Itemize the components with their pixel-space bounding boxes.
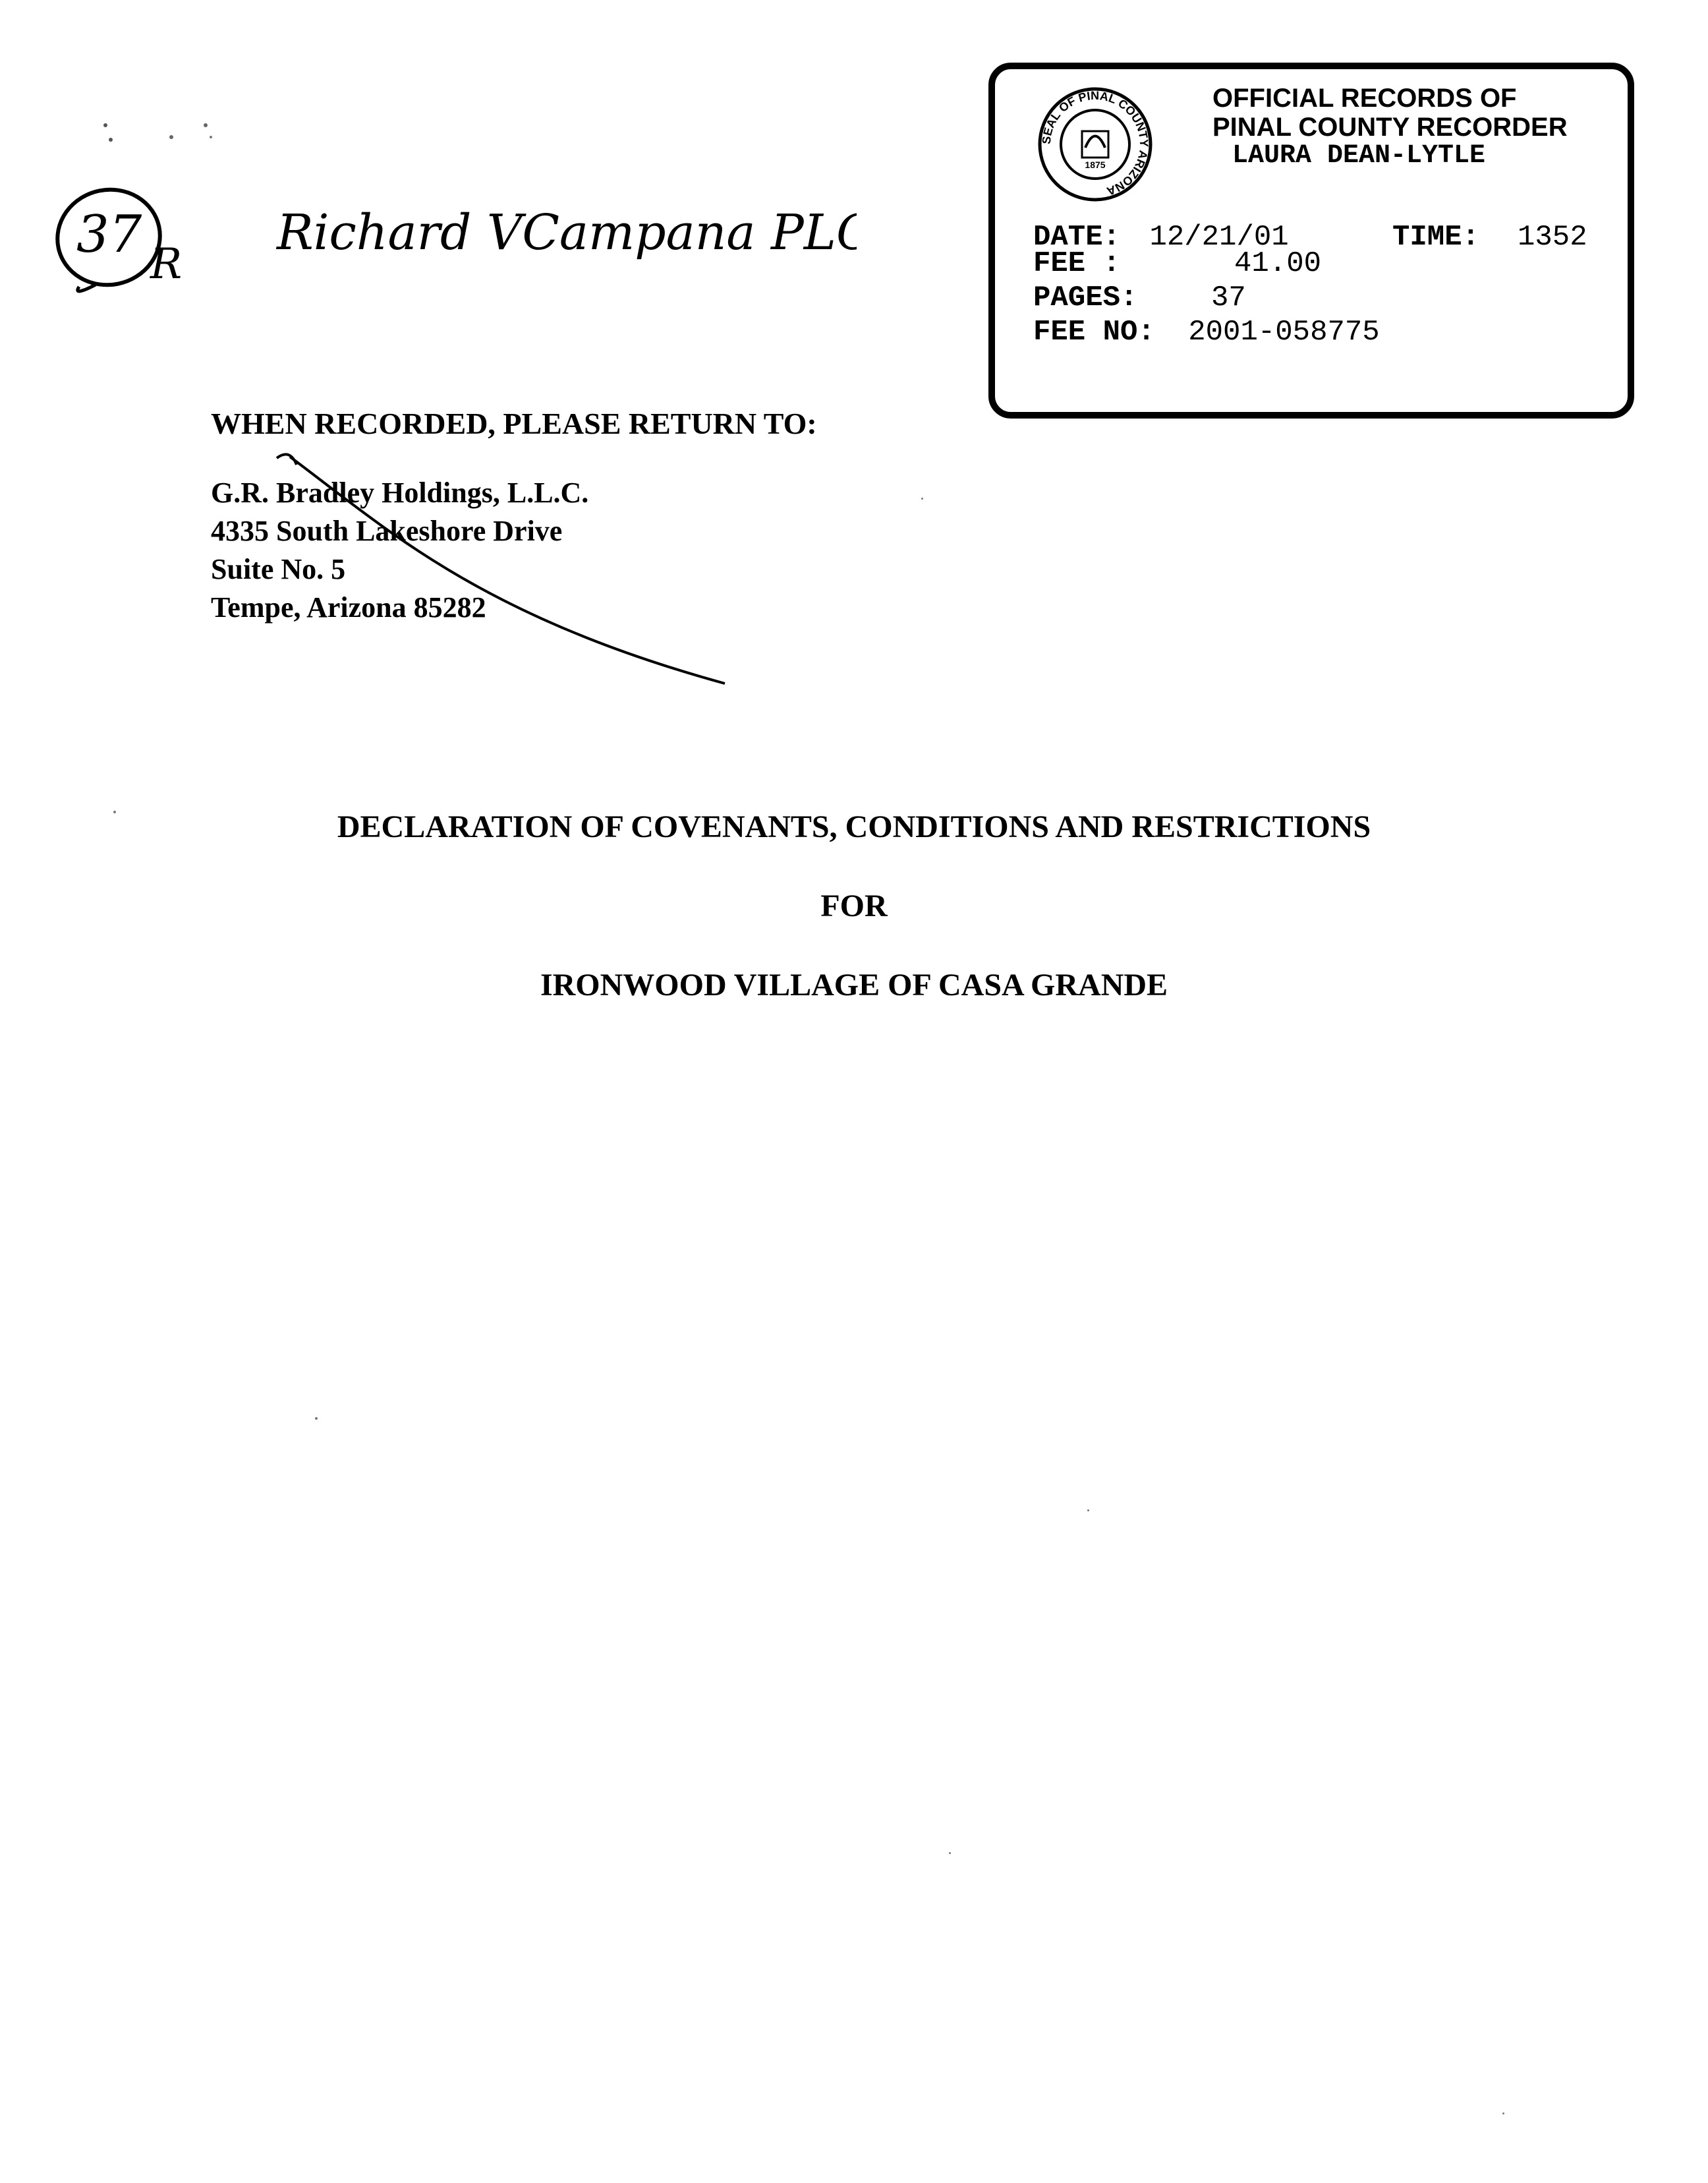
pages-label: PAGES: <box>1033 281 1138 314</box>
scan-speck <box>1087 1509 1089 1511</box>
pages-value: 37 <box>1211 281 1246 314</box>
fee-value: 41.00 <box>1234 247 1322 280</box>
seal-year: 1875 <box>1085 160 1106 170</box>
stamp-header <box>1212 84 1621 171</box>
fee-row <box>1033 247 1613 281</box>
stamp-header-line-1: OFFICIAL RECORDS OF <box>1212 84 1517 113</box>
title-line-declaration: DECLARATION OF COVENANTS, CONDITIONS AND RESTRICTIONS <box>337 809 1371 844</box>
seal-text: SEAL OF PINAL COUNTY ARIZONA <box>1039 88 1151 198</box>
handwritten-name: Richard VCampana PLC <box>277 204 857 261</box>
recorder-stamp <box>988 63 1634 419</box>
address-line-city: Tempe, Arizona 85282 <box>211 591 486 624</box>
county-seal-icon <box>1036 85 1154 204</box>
fee-no-value: 2001-058775 <box>1188 316 1380 349</box>
time-label: TIME: <box>1392 221 1480 254</box>
stamp-header-line-3: LAURA DEAN-LYTLE <box>1232 141 1486 171</box>
return-heading: WHEN RECORDED, PLEASE RETURN TO: <box>211 407 817 440</box>
address-line-suite: Suite No. 5 <box>211 553 346 585</box>
handwriting-drawing <box>33 99 857 323</box>
stamp-fields <box>1033 221 1613 350</box>
initial-mark: R <box>150 240 183 289</box>
date-row <box>1033 221 1613 254</box>
address-line-street: 4335 South Lakeshore Drive <box>211 515 563 547</box>
scan-speck <box>921 498 923 500</box>
fee-no-row <box>1033 316 1613 350</box>
date-value: 12/21/01 <box>1149 221 1289 254</box>
circled-page-count: 37 <box>76 205 142 264</box>
address-line-company: G.R. Bradley Holdings, L.L.C. <box>211 477 589 509</box>
scan-speck <box>113 811 116 813</box>
pages-row <box>1033 281 1613 316</box>
scan-speck <box>315 1417 318 1420</box>
title-line-ironwood: IRONWOOD VILLAGE OF CASA GRANDE <box>540 968 1168 1003</box>
return-address-block <box>211 405 1002 627</box>
time-value: 1352 <box>1518 221 1587 254</box>
stamp-header-line-2: PINAL COUNTY RECORDER <box>1212 113 1568 142</box>
date-label: DATE: <box>1033 221 1121 254</box>
document-title <box>0 807 1708 1005</box>
scan-speck <box>949 1852 951 1854</box>
handwritten-annotations <box>33 99 857 323</box>
scan-speck <box>1502 2112 1504 2114</box>
title-line-for: FOR <box>820 888 888 923</box>
fee-label: FEE : <box>1033 247 1121 280</box>
fee-no-label: FEE NO: <box>1033 316 1155 349</box>
